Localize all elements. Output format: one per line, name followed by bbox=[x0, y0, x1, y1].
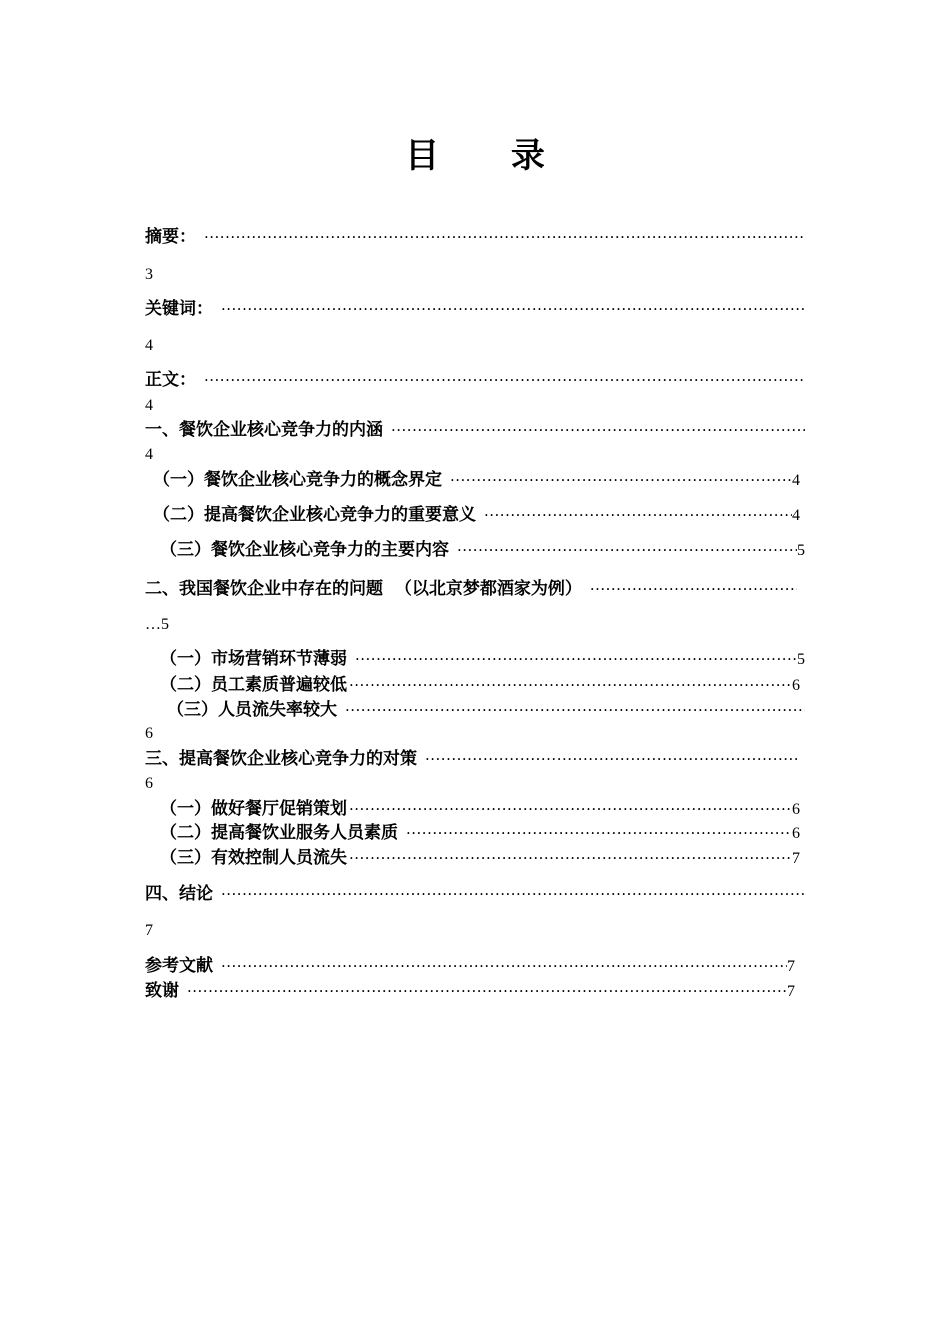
toc-page-number: 3 bbox=[145, 266, 153, 283]
toc-entry-section-1-2[interactable] bbox=[153, 504, 800, 526]
toc-page-number: 4 bbox=[145, 397, 153, 414]
toc-page-number: 5 bbox=[797, 651, 805, 668]
toc-label: （三）有效控制人员流失 bbox=[160, 848, 347, 868]
toc-leader-dots bbox=[187, 980, 787, 1002]
toc-page-number: 7 bbox=[787, 983, 795, 1000]
toc-entry-section-4[interactable] bbox=[145, 883, 805, 905]
toc-page-number: 6 bbox=[792, 677, 800, 694]
toc-page-number: 6 bbox=[792, 801, 800, 818]
toc-page-number: 4 bbox=[145, 446, 153, 463]
toc-label: 二、我国餐饮企业中存在的问题 （以北京梦都酒家为例） bbox=[145, 579, 582, 599]
toc-label: （二）提高餐饮业服务人员素质 bbox=[160, 823, 398, 843]
toc-leader-dots bbox=[221, 883, 805, 905]
toc-entry-section-2-3[interactable] bbox=[167, 699, 805, 721]
toc-entry-keywords[interactable] bbox=[145, 298, 805, 320]
toc-label: （一）做好餐厅促销策划 bbox=[160, 799, 347, 819]
toc-entry-section-2-1[interactable] bbox=[160, 648, 805, 670]
toc-label: 参考文献 bbox=[145, 956, 213, 976]
toc-leader-dots bbox=[425, 748, 800, 770]
toc-label: （三）餐饮企业核心竞争力的主要内容 bbox=[160, 540, 449, 560]
toc-leader-dots bbox=[457, 539, 797, 561]
toc-leader-dots bbox=[391, 419, 805, 441]
toc-label: 摘要： bbox=[145, 227, 196, 247]
toc-leader-dots bbox=[349, 798, 792, 820]
toc-entry-acknowledgements[interactable] bbox=[145, 980, 795, 1002]
toc-entry-section-3-3[interactable] bbox=[160, 847, 800, 869]
toc-entry-section-2-2[interactable] bbox=[160, 674, 800, 696]
toc-page-number: 4 bbox=[792, 507, 800, 524]
toc-leader-dots bbox=[349, 674, 792, 696]
toc-page-number: 6 bbox=[792, 825, 800, 842]
toc-page-number: 4 bbox=[792, 472, 800, 489]
toc-entry-section-2[interactable] bbox=[145, 578, 797, 600]
toc-label: （一）餐饮企业核心竞争力的概念界定 bbox=[153, 470, 442, 490]
toc-leader-dots bbox=[355, 648, 797, 670]
toc-leader-dots bbox=[204, 226, 805, 248]
toc-entry-section-3-1[interactable] bbox=[160, 798, 800, 820]
toc-entry-body[interactable] bbox=[145, 369, 805, 391]
toc-leader-dots bbox=[221, 955, 787, 977]
toc-entry-section-3-2[interactable] bbox=[160, 822, 800, 844]
toc-title: 目 录 bbox=[405, 136, 575, 176]
toc-leader-dots bbox=[204, 369, 805, 391]
toc-leader-dots bbox=[221, 298, 805, 320]
toc-label: 致谢 bbox=[145, 981, 179, 1001]
toc-label: 正文： bbox=[145, 370, 196, 390]
toc-page-number: 7 bbox=[792, 850, 800, 867]
toc-page-number: 6 bbox=[145, 725, 153, 742]
toc-label: 四、结论 bbox=[145, 884, 213, 904]
toc-page-number: 7 bbox=[787, 958, 795, 975]
toc-leader-dots bbox=[349, 847, 792, 869]
toc-label: （二）提高餐饮企业核心竞争力的重要意义 bbox=[153, 505, 476, 525]
toc-label: 三、提高餐饮企业核心竞争力的对策 bbox=[145, 749, 417, 769]
toc-label: 关键词： bbox=[145, 299, 213, 319]
toc-entry-section-1-1[interactable] bbox=[153, 469, 800, 491]
toc-entry-abstract[interactable] bbox=[145, 226, 805, 248]
toc-entry-section-1[interactable] bbox=[145, 419, 805, 441]
toc-entry-references[interactable] bbox=[145, 955, 795, 977]
toc-leader-dots bbox=[406, 822, 792, 844]
toc-label: （二）员工素质普遍较低 bbox=[160, 675, 347, 695]
toc-leader-dots bbox=[345, 699, 805, 721]
toc-leader-dots bbox=[484, 504, 792, 526]
toc-label: （一）市场营销环节薄弱 bbox=[160, 649, 347, 669]
toc-page-number: 6 bbox=[145, 775, 153, 792]
toc-page-number: …5 bbox=[145, 616, 169, 633]
toc-entry-section-1-3[interactable] bbox=[160, 539, 805, 561]
toc-page-number: 5 bbox=[797, 542, 805, 559]
toc-entry-section-3[interactable] bbox=[145, 748, 800, 770]
toc-page-number: 7 bbox=[145, 922, 153, 939]
toc-page-number: 4 bbox=[145, 337, 153, 354]
toc-label: 一、餐饮企业核心竞争力的内涵 bbox=[145, 420, 383, 440]
toc-leader-dots bbox=[590, 578, 797, 600]
toc-label: （三）人员流失率较大 bbox=[167, 700, 337, 720]
toc-leader-dots bbox=[450, 469, 792, 491]
